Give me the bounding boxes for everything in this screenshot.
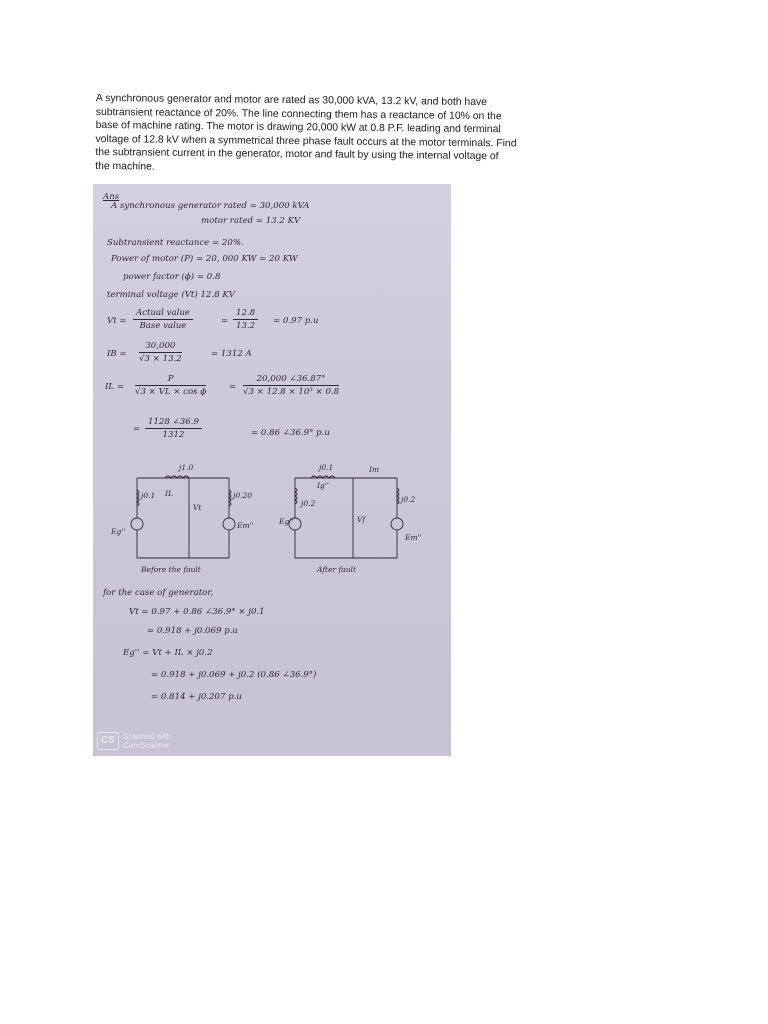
watermark-line-2: CamScanner (123, 741, 170, 750)
before-j020: j0.20 (233, 491, 253, 500)
ans-label: Ans (103, 192, 120, 202)
ib-result: = 1312 A (211, 349, 252, 359)
camscanner-text (123, 732, 171, 750)
after-ig: Ig'' (317, 481, 329, 490)
question-line: voltage of 12.8 kV when a symmetrical three phase fault occurs at the motor terminals. Find (95, 133, 517, 150)
question-line: subtransient reactance of 20%. The line connecting them has a reactance of 10% on the (95, 106, 502, 122)
given-power: Power of motor (P) = 20, 000 KW = 20 KW (111, 254, 298, 264)
handwritten-solution-photo (93, 184, 451, 756)
after-j02-right: j0.2 (401, 495, 416, 504)
question-line: A synchronous generator and motor are rated as 30,000 kVA, 13.2 kV, and both have (95, 92, 488, 109)
il-label: IL = (105, 382, 125, 392)
given-pf: power factor (ϕ) = 0.8 (123, 272, 221, 282)
after-im: Im (369, 465, 380, 474)
before-em: Em'' (237, 521, 254, 530)
vt-result: = 0.97 p.u (273, 316, 319, 326)
given-reactance: Subtransient reactance = 20%. (107, 238, 244, 248)
given-terminal-voltage: terminal voltage (Vt) 12.8 KV (107, 290, 235, 300)
il-denominator-value: √3 × 12.8 × 10³ × 0.8 (243, 387, 340, 397)
il2-equals: = (133, 424, 141, 434)
vt-fraction (133, 308, 193, 331)
eg-calculation-result: = 0.814 + j0.207 p.u (151, 692, 242, 702)
vt-fraction-values (233, 308, 258, 331)
after-caption: After fault (317, 565, 356, 574)
ib-label: IB = (107, 349, 127, 359)
after-em: Em'' (405, 533, 422, 542)
after-eg: Eg'' (279, 517, 294, 526)
vt-equals: = (221, 316, 229, 326)
vt-numerator: Actual value (133, 308, 193, 320)
question-line: the machine. (95, 160, 155, 173)
il2-result: = 0.86 ∠36.9° p.u (251, 428, 330, 438)
circuit-before-fault (107, 458, 257, 576)
before-eg: Eg'' (111, 527, 126, 536)
il2-numerator: 1128 ∠36.9 (145, 417, 202, 429)
given-motor: motor rated = 13.2 KV (201, 216, 301, 226)
vt-calculation: Vt = 0.97 + 0.86 ∠36.9° × j0.1 (129, 607, 265, 617)
circuit-after-fault (275, 458, 425, 576)
vt-denominator-value: 13.2 (236, 321, 256, 331)
il-equals: = (229, 382, 237, 392)
before-j10: j1.0 (179, 463, 194, 472)
after-j02-left: j0.2 (301, 499, 316, 508)
before-j01: j0.1 (141, 491, 156, 500)
question-text (95, 92, 582, 179)
camscanner-logo-icon: CS (97, 732, 119, 750)
ib-numerator: 30,000 (139, 341, 182, 353)
eg-calculation: Eg'' = Vt + IL × j0.2 (123, 648, 213, 658)
question-line: base of machine rating. The motor is drawing 20,000 kW at 0.8 P.F. leading and terminal (95, 120, 501, 136)
vt-label: Vt = (107, 316, 127, 326)
after-j01: j0.1 (319, 463, 334, 472)
after-vf: Vf (357, 515, 366, 524)
watermark-line-1: Scanned with (123, 732, 172, 741)
il2-fraction (145, 417, 202, 440)
vt-denominator: Base value (139, 321, 187, 331)
il-numerator-value: 20,000 ∠36.87° (243, 374, 339, 386)
before-vt: Vt (193, 503, 202, 512)
vt-numerator-value: 12.8 (233, 308, 258, 320)
il-fraction (135, 374, 206, 397)
ib-fraction (139, 341, 182, 364)
il-fraction-values (243, 374, 339, 397)
given-generator: A synchronous generator rated = 30,000 kVA (111, 201, 310, 211)
camscanner-watermark (97, 732, 171, 750)
generator-case-heading: for the case of generator, (103, 588, 214, 598)
question-line: the subtransient current in the generator, motor and fault by using the internal voltage of (95, 147, 499, 163)
il2-denominator: 1312 (162, 430, 185, 440)
il-denominator: √3 × VL × cos ϕ (135, 387, 207, 397)
before-caption: Before the fault (141, 565, 201, 574)
vt-calculation-result: = 0.918 + j0.069 p.u (147, 626, 238, 636)
eg-calculation-step: = 0.918 + j0.069 + j0.2 (0.86 ∠36.9°) (151, 670, 317, 680)
ib-denominator: √3 × 13.2 (139, 354, 182, 364)
before-il: IL (165, 489, 173, 498)
il-numerator: P (135, 374, 206, 386)
